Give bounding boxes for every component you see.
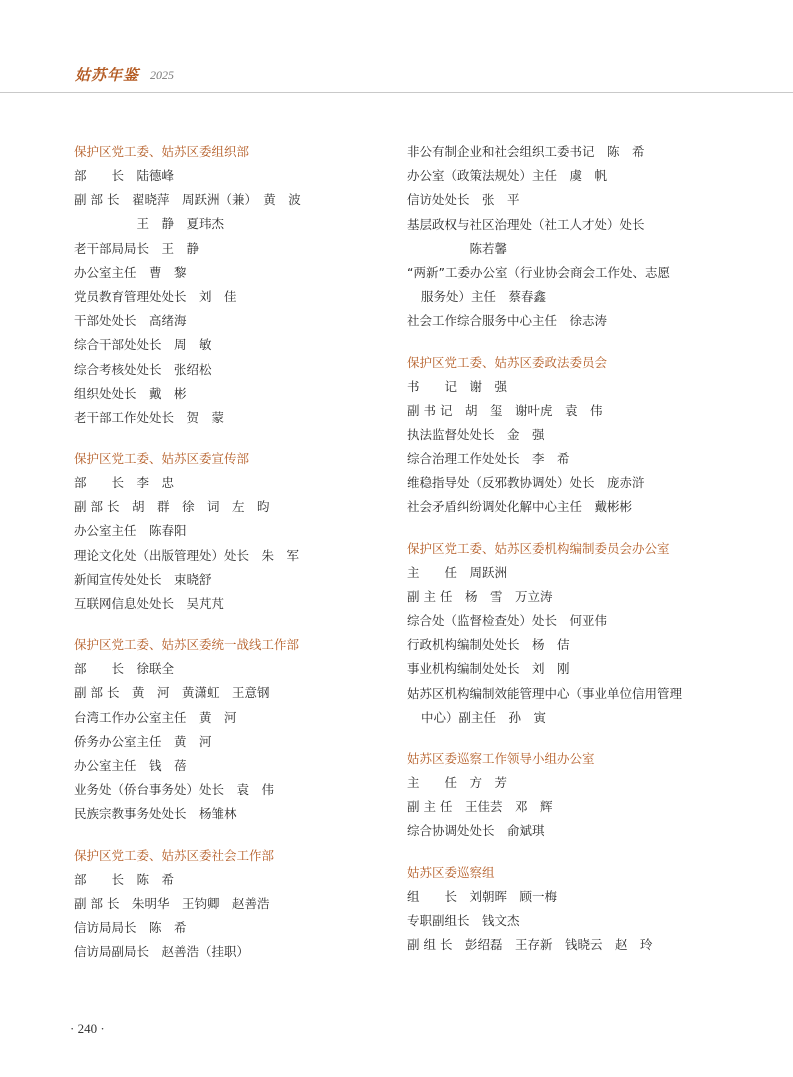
personnel-line: 部 长 李 忠: [74, 475, 175, 491]
personnel-line: 综合协调处处长 俞斌琪: [407, 823, 545, 839]
section-title: 保护区党工委、姑苏区委政法委员会: [407, 354, 608, 370]
department-section: [407, 861, 717, 958]
department-section: [407, 351, 717, 520]
department-section: [407, 537, 717, 730]
personnel-line: 业务处（侨台事务处）处长 袁 伟: [74, 782, 275, 798]
personnel-line: 姑苏区机构编制效能管理中心（事业单位信用管理: [407, 685, 683, 701]
section-title: 姑苏区委巡察工作领导小组办公室: [407, 750, 595, 766]
personnel-line: 办公室主任 曹 黎: [74, 264, 187, 280]
personnel-line: 办公室（政策法规处）主任 虞 帆: [407, 168, 608, 184]
yearbook-year: 2025: [150, 68, 174, 82]
personnel-line: 副 部 长 朱明华 王钧卿 赵善浩: [74, 895, 270, 911]
yearbook-title: 姑苏年鉴: [75, 66, 140, 84]
personnel-line: 陈若馨: [407, 240, 508, 256]
personnel-line: 专职副组长 钱文杰: [407, 912, 520, 928]
personnel-line: 信访处处长 张 平: [407, 192, 520, 208]
section-title: 保护区党工委、姑苏区委宣传部: [74, 451, 250, 467]
right-column: [407, 140, 717, 974]
department-section: [74, 140, 394, 430]
department-section: [407, 747, 717, 844]
personnel-line: 信访局副局长 赵善浩（挂职）: [74, 944, 250, 960]
personnel-line: 互联网信息处处长 吴芃芃: [74, 596, 225, 611]
page-header: [0, 0, 793, 97]
personnel-line: 部 长 陆德峰: [74, 168, 175, 183]
personnel-line: 民族宗教事务处处长 杨雏林: [74, 806, 237, 822]
personnel-line: 行政机构编制处处长 杨 佶: [407, 637, 570, 653]
personnel-line: 副 主 任 杨 雪 万立涛: [407, 588, 553, 604]
personnel-line: 老干部工作处处长 贺 蒙: [74, 409, 225, 425]
personnel-line: 基层政权与社区治理处（社工人才处）处长: [407, 216, 645, 232]
personnel-line: 老干部局局长 王 静: [74, 240, 200, 256]
personnel-line: 办公室主任 陈春阳: [74, 523, 187, 539]
personnel-line: 王 静 夏玮杰: [74, 216, 225, 232]
personnel-line: 综合处（监督检查处）处长 何亚伟: [407, 613, 608, 628]
personnel-line: 副 主 任 王佳芸 邓 辉: [407, 799, 553, 815]
section-title: 保护区党工委、姑苏区委统一战线工作部: [74, 637, 300, 653]
personnel-line: 副 部 长 黄 河 黄潇虹 王意钢: [74, 685, 270, 701]
personnel-line: 社会工作综合服务中心主任 徐志涛: [407, 313, 608, 329]
personnel-line: 综合干部处处长 周 敏: [74, 337, 212, 353]
personnel-line: 副 书 记 胡 玺 谢叶虎 袁 伟: [407, 402, 603, 418]
personnel-line: 主 任 周跃洲: [407, 564, 508, 580]
header-divider: [0, 92, 793, 93]
page-number: · 240 ·: [70, 1021, 105, 1036]
personnel-line: 书 记 谢 强: [407, 378, 508, 394]
personnel-line: 中心）副主任 孙 寅: [421, 709, 547, 725]
left-column: [74, 140, 394, 981]
personnel-line: 理论文化处（出版管理处）处长 朱 军: [74, 547, 300, 563]
personnel-line: 综合治理工作处处长 李 希: [407, 451, 570, 467]
personnel-line: 维稳指导处（反邪教协调处）处长 庞赤浒: [407, 475, 645, 491]
department-section: [74, 844, 394, 965]
department-section: [407, 140, 717, 334]
personnel-line: 干部处处长 高绪海: [74, 313, 187, 329]
personnel-line: 办公室主任 钱 蓓: [74, 757, 187, 773]
personnel-line: 信访局局长 陈 希: [74, 919, 187, 935]
personnel-line: 社会矛盾纠纷调处化解中心主任 戴彬彬: [407, 499, 633, 515]
personnel-line: 副 组 长 彭绍磊 王存新 钱晓云 赵 玲: [407, 936, 653, 952]
section-title: 保护区党工委、姑苏区委社会工作部: [74, 847, 275, 863]
personnel-line: “两新”工委办公室（行业协会商会工作处、志愿: [407, 264, 670, 280]
personnel-line: 组 长 刘朝晖 顾一梅: [407, 888, 558, 904]
personnel-line: 综合考核处处长 张绍松: [74, 361, 212, 377]
personnel-line: 党员教育管理处处长 刘 佳: [74, 288, 237, 304]
personnel-line: 事业机构编制处处长 刘 刚: [407, 661, 570, 677]
personnel-line: 侨务办公室主任 黄 河: [74, 733, 212, 749]
section-title: 保护区党工委、姑苏区委组织部: [74, 144, 250, 159]
personnel-line: 组织处处长 戴 彬: [74, 385, 187, 401]
department-section: [74, 633, 394, 826]
personnel-line: 副 部 长 翟晓萍 周跃洲（兼） 黄 波: [74, 192, 301, 208]
personnel-line: 非公有制企业和社会组织工委书记 陈 希: [407, 144, 645, 159]
section-title: 保护区党工委、姑苏区委机构编制委员会办公室: [407, 540, 670, 556]
department-section: [74, 447, 394, 616]
personnel-line: 副 部 长 胡 群 徐 词 左 昀: [74, 499, 270, 515]
personnel-line: 部 长 徐联全: [74, 661, 175, 677]
personnel-line: 执法监督处处长 金 强: [407, 426, 545, 442]
personnel-line: 部 长 陈 希: [74, 871, 175, 887]
personnel-line: 主 任 方 芳: [407, 774, 508, 790]
personnel-line: 台湾工作办公室主任 黄 河: [74, 709, 237, 725]
personnel-line: 服务处）主任 蔡春鑫: [421, 289, 547, 305]
section-title: 姑苏区委巡察组: [407, 864, 495, 880]
personnel-line: 新闻宣传处处长 束晓舒: [74, 571, 212, 587]
